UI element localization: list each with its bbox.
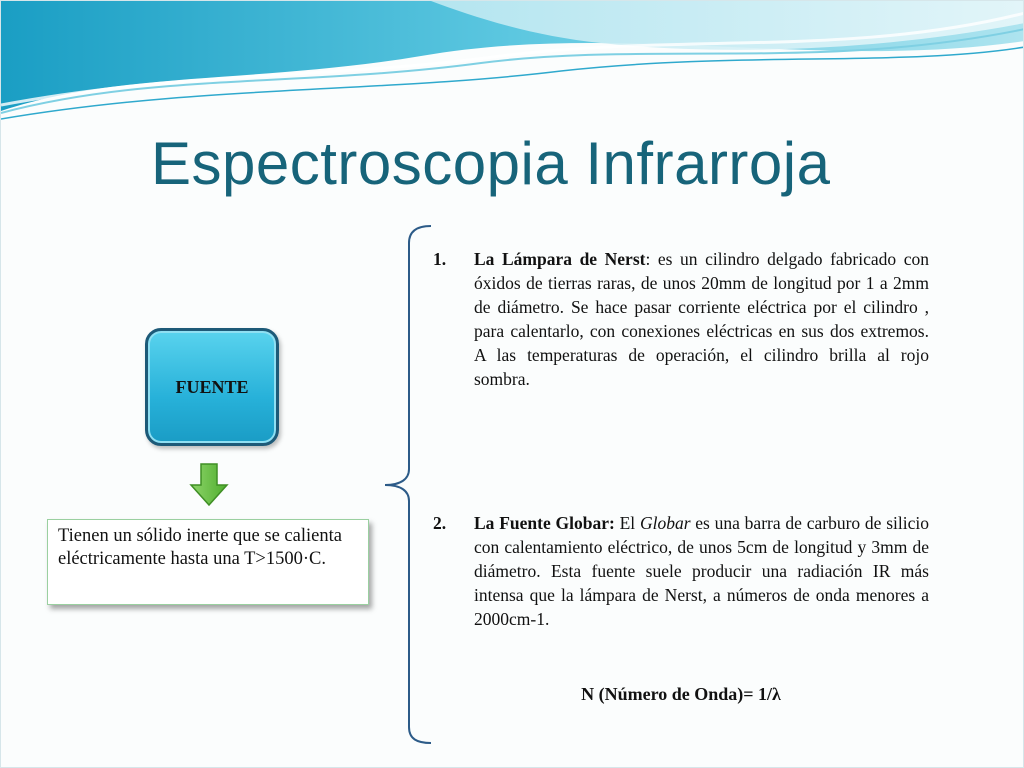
item-heading: La Lámpara de Nerst (474, 249, 646, 269)
note-box: Tienen un sólido inerte que se calienta eléctricamente hasta una T>1500·C. (47, 519, 369, 605)
item-text: : es un cilindro delgado fabricado con óxidos de tierras raras, de unos 20mm de longitud por 1 a 2mm de diámetro. Se hace pasar corriente eléctrica por el cilindro , para calentarlo, con conexiones eléctricas en sus dos extremos. A las temperaturas de operación, el cilindro brilla al rojo sombra. (474, 249, 929, 389)
fuente-box (145, 328, 279, 446)
down-arrow-icon (189, 463, 229, 507)
curly-brace (381, 223, 433, 745)
fuente-label: FUENTE (175, 376, 249, 397)
item-italic: Globar (639, 513, 691, 533)
item-text: El (614, 513, 640, 533)
header-wave (1, 1, 1024, 131)
list-item (433, 247, 929, 391)
list-item (433, 511, 929, 631)
item-body (474, 511, 929, 631)
item-heading: La Fuente Globar: (474, 513, 615, 533)
item-number: 2. (433, 513, 447, 533)
item-text: es una barra de carburo de silicio con calentamiento eléctrico, de unos 5cm de longitud y 3mm de diámetro. Esta fuente suele producir una radiación IR más intensa que la lámpara de Nerst, a números de onda menores a 2000cm-1. (474, 513, 929, 629)
item-body (474, 247, 929, 391)
item-number: 1. (433, 249, 447, 269)
slide-title: Espectroscopia Infrarroja (151, 130, 831, 197)
formula: N (Número de Onda)= 1/λ (581, 684, 781, 704)
